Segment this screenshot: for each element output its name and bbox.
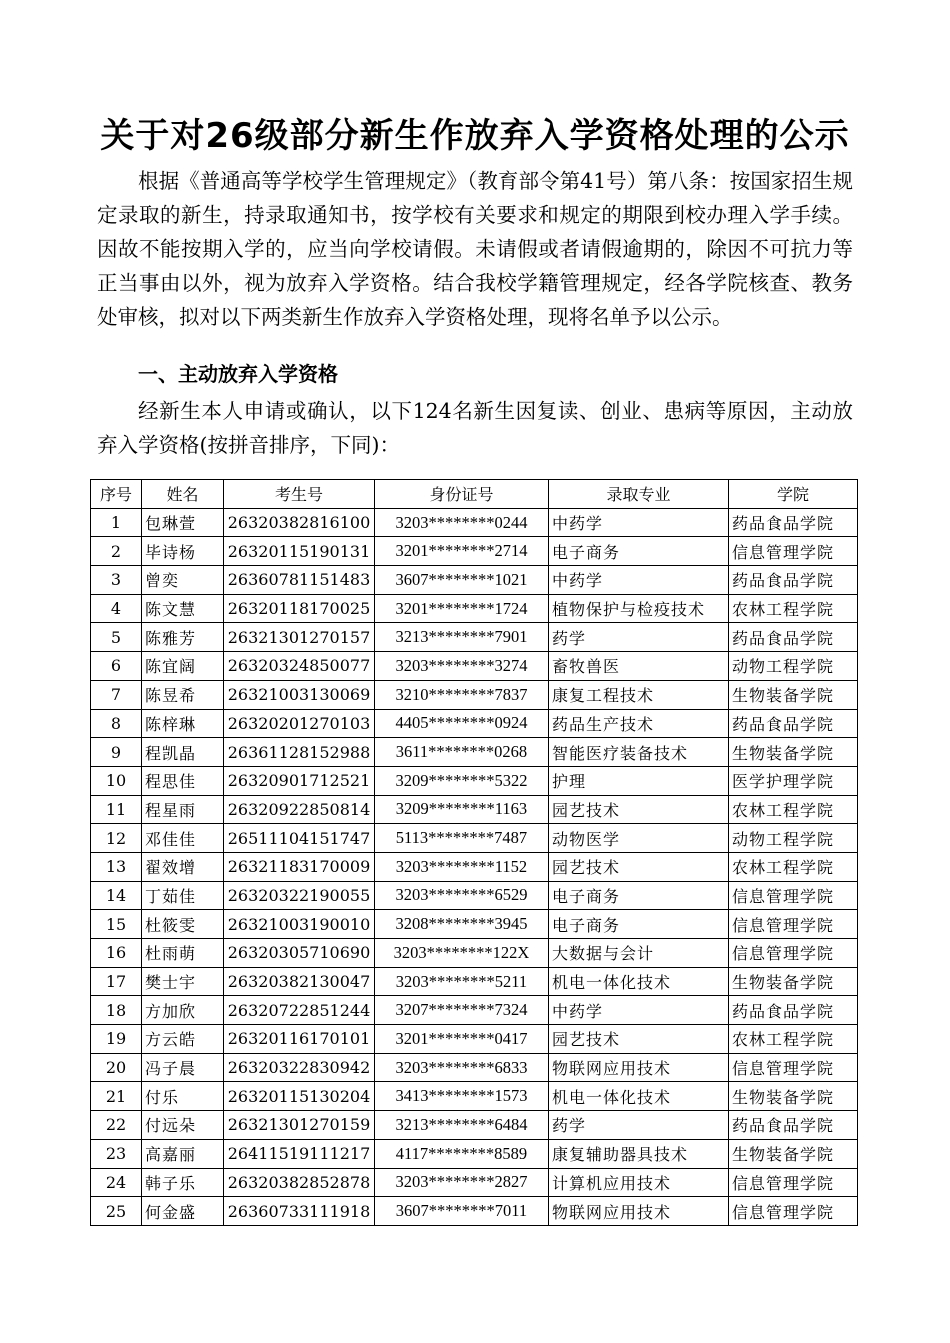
- cell-major: 中药学: [549, 566, 729, 595]
- cell-exam-no: 26361128152988: [224, 738, 375, 767]
- cell-name: 丁茹佳: [142, 881, 224, 910]
- cell-name: 杜雨萌: [142, 939, 224, 968]
- cell-id-no: 3209********1163: [375, 795, 549, 824]
- cell-name: 杜筱雯: [142, 910, 224, 939]
- cell-exam-no: 26320382130047: [224, 967, 375, 996]
- cell-id-no: 3203********6833: [375, 1053, 549, 1082]
- cell-exam-no: 26320722851244: [224, 996, 375, 1025]
- cell-id-no: 3611********0268: [375, 738, 549, 767]
- cell-id-no: 3203********6529: [375, 881, 549, 910]
- table-row: [91, 508, 858, 537]
- cell-id-no: 3607********7011: [375, 1197, 549, 1226]
- table-row: [91, 1025, 858, 1054]
- cell-id-no: 3207********7324: [375, 996, 549, 1025]
- cell-id-no: 3203********3274: [375, 652, 549, 681]
- cell-major: 动物医学: [549, 824, 729, 853]
- cell-exam-no: 26320201270103: [224, 709, 375, 738]
- cell-id-no: 3201********2714: [375, 537, 549, 566]
- cell-major: 电子商务: [549, 910, 729, 939]
- cell-college: 农林工程学院: [729, 594, 858, 623]
- cell-exam-no: 26360733111918: [224, 1197, 375, 1226]
- table-row: [91, 680, 858, 709]
- cell-college: 药品食品学院: [729, 1111, 858, 1140]
- cell-id-no: 3203********122X: [375, 939, 549, 968]
- cell-name: 付远朵: [142, 1111, 224, 1140]
- cell-exam-no: 26320382852878: [224, 1168, 375, 1197]
- table-row: [91, 766, 858, 795]
- cell-college: 药品食品学院: [729, 566, 858, 595]
- cell-college: 动物工程学院: [729, 652, 858, 681]
- cell-college: 生物装备学院: [729, 1139, 858, 1168]
- cell-major: 园艺技术: [549, 795, 729, 824]
- cell-major: 物联网应用技术: [549, 1053, 729, 1082]
- cell-name: 陈宜阔: [142, 652, 224, 681]
- table-row: [91, 537, 858, 566]
- cell-no: 13: [91, 852, 142, 881]
- cell-exam-no: 26321301270157: [224, 623, 375, 652]
- cell-id-no: 3203********5211: [375, 967, 549, 996]
- cell-id-no: 3203********0244: [375, 508, 549, 537]
- cell-major: 园艺技术: [549, 852, 729, 881]
- cell-id-no: 3201********0417: [375, 1025, 549, 1054]
- header-no: 序号: [91, 480, 142, 509]
- cell-college: 信息管理学院: [729, 910, 858, 939]
- cell-college: 信息管理学院: [729, 939, 858, 968]
- cell-no: 22: [91, 1111, 142, 1140]
- section-heading: 一、主动放弃入学资格: [138, 362, 338, 386]
- student-table: [90, 479, 858, 1226]
- cell-name: 包琳萱: [142, 508, 224, 537]
- cell-id-no: 3213********7901: [375, 623, 549, 652]
- table-header-row: [91, 480, 858, 509]
- cell-exam-no: 26411519111217: [224, 1139, 375, 1168]
- cell-no: 2: [91, 537, 142, 566]
- cell-college: 信息管理学院: [729, 1197, 858, 1226]
- cell-name: 方加欣: [142, 996, 224, 1025]
- cell-no: 4: [91, 594, 142, 623]
- cell-college: 信息管理学院: [729, 881, 858, 910]
- table-row: [91, 939, 858, 968]
- table-row: [91, 652, 858, 681]
- table-row: [91, 795, 858, 824]
- cell-no: 18: [91, 996, 142, 1025]
- cell-major: 电子商务: [549, 537, 729, 566]
- cell-college: 生物装备学院: [729, 1082, 858, 1111]
- cell-name: 高嘉丽: [142, 1139, 224, 1168]
- table-row: [91, 1053, 858, 1082]
- cell-no: 20: [91, 1053, 142, 1082]
- cell-exam-no: 26320382816100: [224, 508, 375, 537]
- cell-id-no: 3203********1152: [375, 852, 549, 881]
- cell-no: 15: [91, 910, 142, 939]
- cell-college: 生物装备学院: [729, 738, 858, 767]
- cell-major: 畜牧兽医: [549, 652, 729, 681]
- cell-major: 康复工程技术: [549, 680, 729, 709]
- cell-id-no: 3210********7837: [375, 680, 549, 709]
- cell-college: 农林工程学院: [729, 1025, 858, 1054]
- cell-major: 机电一体化技术: [549, 967, 729, 996]
- table-row: [91, 996, 858, 1025]
- cell-major: 药品生产技术: [549, 709, 729, 738]
- table-row: [91, 566, 858, 595]
- cell-no: 14: [91, 881, 142, 910]
- cell-no: 25: [91, 1197, 142, 1226]
- table-row: [91, 738, 858, 767]
- table-row: [91, 852, 858, 881]
- cell-id-no: 3201********1724: [375, 594, 549, 623]
- cell-name: 程凯晶: [142, 738, 224, 767]
- header-college: 学院: [729, 480, 858, 509]
- table-row: [91, 709, 858, 738]
- cell-major: 物联网应用技术: [549, 1197, 729, 1226]
- cell-exam-no: 26320322830942: [224, 1053, 375, 1082]
- cell-exam-no: 26321003130069: [224, 680, 375, 709]
- cell-no: 5: [91, 623, 142, 652]
- cell-college: 信息管理学院: [729, 1053, 858, 1082]
- page-title: 关于对26级部分新生作放弃入学资格处理的公示: [100, 116, 850, 156]
- cell-name: 陈梓琳: [142, 709, 224, 738]
- cell-college: 信息管理学院: [729, 537, 858, 566]
- section-paragraph: 经新生本人申请或确认，以下124名新生因复读、创业、患病等原因，主动放弃入学资格(按拼音排序，下同)：: [97, 399, 853, 457]
- table-row: [91, 881, 858, 910]
- intro-paragraph: 根据《普通高等学校学生管理规定》（教育部令第41号）第八条：按国家招生规定录取的新生，持录取通知书，按学校有关要求和规定的期限到校办理入学手续。因故不能按期入学的，应当向学校请假。未请假或者请假逾期的，除因不可抗力等正当事由以外，视为放弃入学资格。结合我校学籍管理规定，经各学院核查、教务处审核，拟对以下两类新生作放弃入学资格处理，现将名单予以公示。: [97, 169, 853, 329]
- cell-major: 康复辅助器具技术: [549, 1139, 729, 1168]
- cell-no: 10: [91, 766, 142, 795]
- cell-major: 计算机应用技术: [549, 1168, 729, 1197]
- cell-exam-no: 26320115190131: [224, 537, 375, 566]
- cell-id-no: 3209********5322: [375, 766, 549, 795]
- cell-major: 智能医疗装备技术: [549, 738, 729, 767]
- cell-no: 19: [91, 1025, 142, 1054]
- table-row: [91, 967, 858, 996]
- table-row: [91, 1139, 858, 1168]
- cell-exam-no: 26511104151747: [224, 824, 375, 853]
- cell-no: 16: [91, 939, 142, 968]
- cell-exam-no: 26320118170025: [224, 594, 375, 623]
- header-major: 录取专业: [549, 480, 729, 509]
- cell-exam-no: 26320901712521: [224, 766, 375, 795]
- cell-id-no: 3213********6484: [375, 1111, 549, 1140]
- table-row: [91, 1082, 858, 1111]
- table-body: [91, 508, 858, 1225]
- table-row: [91, 1168, 858, 1197]
- cell-exam-no: 26320305710690: [224, 939, 375, 968]
- cell-id-no: 4117********8589: [375, 1139, 549, 1168]
- table-row: [91, 623, 858, 652]
- table-row: [91, 1111, 858, 1140]
- cell-name: 程星雨: [142, 795, 224, 824]
- cell-name: 何金盛: [142, 1197, 224, 1226]
- cell-major: 护理: [549, 766, 729, 795]
- header-exam-no: 考生号: [224, 480, 375, 509]
- cell-no: 21: [91, 1082, 142, 1111]
- cell-name: 韩子乐: [142, 1168, 224, 1197]
- cell-name: 冯子晨: [142, 1053, 224, 1082]
- cell-no: 7: [91, 680, 142, 709]
- cell-no: 3: [91, 566, 142, 595]
- cell-major: 药学: [549, 1111, 729, 1140]
- cell-exam-no: 26320322190055: [224, 881, 375, 910]
- cell-exam-no: 26320922850814: [224, 795, 375, 824]
- cell-id-no: 3203********2827: [375, 1168, 549, 1197]
- cell-id-no: 3208********3945: [375, 910, 549, 939]
- cell-exam-no: 26360781151483: [224, 566, 375, 595]
- table-row: [91, 824, 858, 853]
- cell-major: 大数据与会计: [549, 939, 729, 968]
- cell-name: 方云皓: [142, 1025, 224, 1054]
- cell-name: 陈昱希: [142, 680, 224, 709]
- cell-exam-no: 26321003190010: [224, 910, 375, 939]
- cell-major: 植物保护与检疫技术: [549, 594, 729, 623]
- cell-name: 曾奕: [142, 566, 224, 595]
- cell-name: 翟效增: [142, 852, 224, 881]
- cell-no: 23: [91, 1139, 142, 1168]
- cell-major: 机电一体化技术: [549, 1082, 729, 1111]
- table-row: [91, 1197, 858, 1226]
- cell-no: 9: [91, 738, 142, 767]
- cell-college: 动物工程学院: [729, 824, 858, 853]
- cell-id-no: 4405********0924: [375, 709, 549, 738]
- cell-college: 药品食品学院: [729, 709, 858, 738]
- cell-name: 程思佳: [142, 766, 224, 795]
- cell-no: 17: [91, 967, 142, 996]
- cell-major: 中药学: [549, 508, 729, 537]
- cell-no: 12: [91, 824, 142, 853]
- cell-id-no: 3413********1573: [375, 1082, 549, 1111]
- cell-college: 农林工程学院: [729, 852, 858, 881]
- cell-no: 6: [91, 652, 142, 681]
- cell-major: 药学: [549, 623, 729, 652]
- cell-name: 樊士宇: [142, 967, 224, 996]
- cell-name: 陈文慧: [142, 594, 224, 623]
- cell-no: 8: [91, 709, 142, 738]
- cell-no: 24: [91, 1168, 142, 1197]
- table-row: [91, 910, 858, 939]
- cell-exam-no: 26320116170101: [224, 1025, 375, 1054]
- cell-major: 园艺技术: [549, 1025, 729, 1054]
- cell-exam-no: 26320115130204: [224, 1082, 375, 1111]
- cell-college: 药品食品学院: [729, 508, 858, 537]
- cell-college: 生物装备学院: [729, 680, 858, 709]
- cell-college: 医学护理学院: [729, 766, 858, 795]
- cell-college: 农林工程学院: [729, 795, 858, 824]
- cell-college: 药品食品学院: [729, 623, 858, 652]
- cell-college: 生物装备学院: [729, 967, 858, 996]
- cell-exam-no: 26320324850077: [224, 652, 375, 681]
- cell-name: 毕诗杨: [142, 537, 224, 566]
- cell-exam-no: 26321183170009: [224, 852, 375, 881]
- cell-id-no: 3607********1021: [375, 566, 549, 595]
- cell-no: 1: [91, 508, 142, 537]
- table-row: [91, 594, 858, 623]
- cell-college: 药品食品学院: [729, 996, 858, 1025]
- cell-name: 付乐: [142, 1082, 224, 1111]
- cell-no: 11: [91, 795, 142, 824]
- cell-name: 邓佳佳: [142, 824, 224, 853]
- cell-major: 中药学: [549, 996, 729, 1025]
- header-id-no: 身份证号: [375, 480, 549, 509]
- cell-college: 信息管理学院: [729, 1168, 858, 1197]
- cell-name: 陈雅芳: [142, 623, 224, 652]
- cell-major: 电子商务: [549, 881, 729, 910]
- header-name: 姓名: [142, 480, 224, 509]
- cell-id-no: 5113********7487: [375, 824, 549, 853]
- cell-exam-no: 26321301270159: [224, 1111, 375, 1140]
